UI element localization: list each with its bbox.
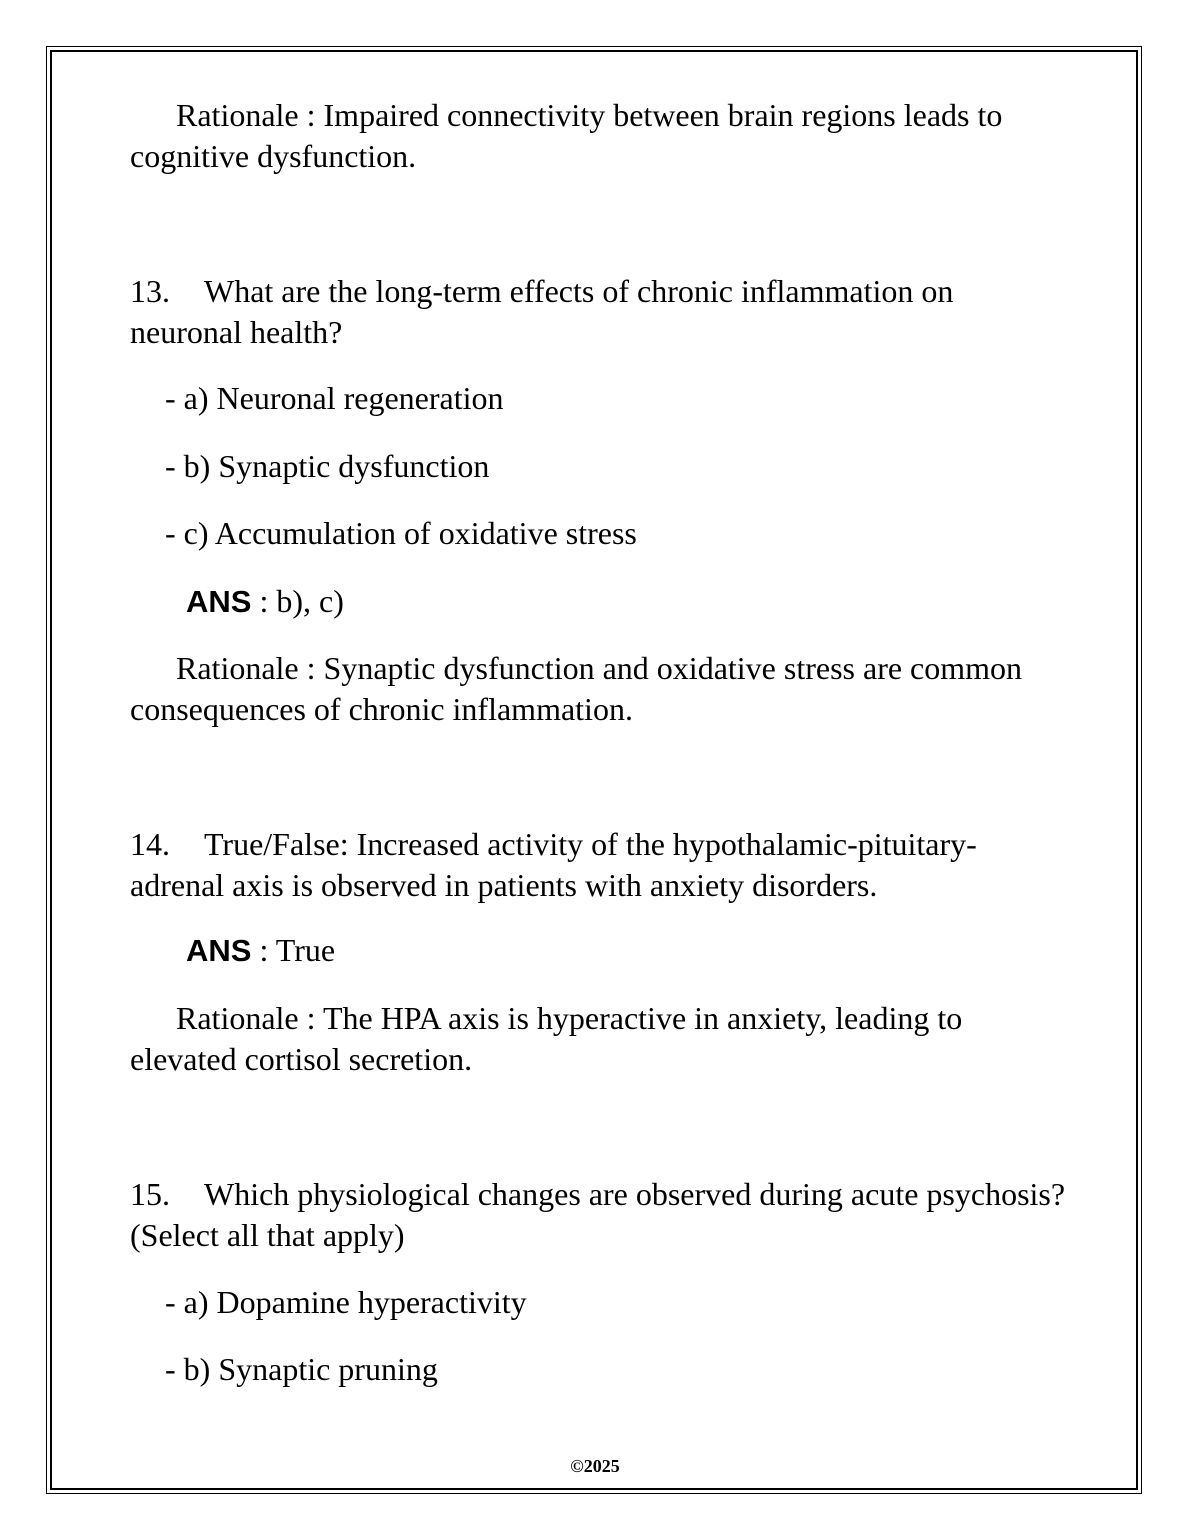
- q15-option-b: - b) Synaptic pruning: [165, 1351, 438, 1387]
- question-13-text: What are the long-term effects of chronic inflammation on neuronal health?: [130, 273, 954, 350]
- rationale-14: Rationale : The HPA axis is hyperactive in anxiety, leading to elevated cortisol secretion.: [130, 1000, 963, 1077]
- question-15-text: Which physiological changes are observed during acute psychosis? (Select all that apply): [130, 1176, 1066, 1253]
- page-border-inner: [50, 50, 1138, 1490]
- q13-option-a: - a) Neuronal regeneration: [165, 380, 504, 416]
- q14-answer-value: : True: [251, 932, 336, 968]
- question-15: [130, 1174, 1070, 1256]
- rationale-13: Rationale : Synaptic dysfunction and oxidative stress are common consequences of chronic inflammation.: [130, 650, 1023, 727]
- q15-option-a: - a) Dopamine hyperactivity: [165, 1284, 527, 1320]
- q13-option-b: - b) Synaptic dysfunction: [165, 448, 490, 484]
- rationale-12: Rationale : Impaired connectivity between brain regions leads to cognitive dysfunction.: [130, 97, 1003, 174]
- question-13-number: 13.: [130, 273, 170, 309]
- q13-answer-value: : b), c): [251, 583, 344, 619]
- question-14: [130, 824, 1070, 906]
- question-14-number: 14.: [130, 826, 170, 862]
- copyright-footer: ©2025: [570, 1456, 620, 1476]
- q14-answer: [186, 930, 335, 971]
- q13-option-c: - c) Accumulation of oxidative stress: [165, 515, 637, 551]
- question-13: [130, 271, 1070, 353]
- question-14-text: True/False: Increased activity of the hypothalamic-pituitary-adrenal axis is observed in patients with anxiety disorders.: [130, 826, 977, 903]
- q13-answer-label: ANS: [186, 584, 252, 619]
- q13-answer: [186, 581, 344, 622]
- question-15-number: 15.: [130, 1176, 170, 1212]
- q14-answer-label: ANS: [186, 933, 252, 968]
